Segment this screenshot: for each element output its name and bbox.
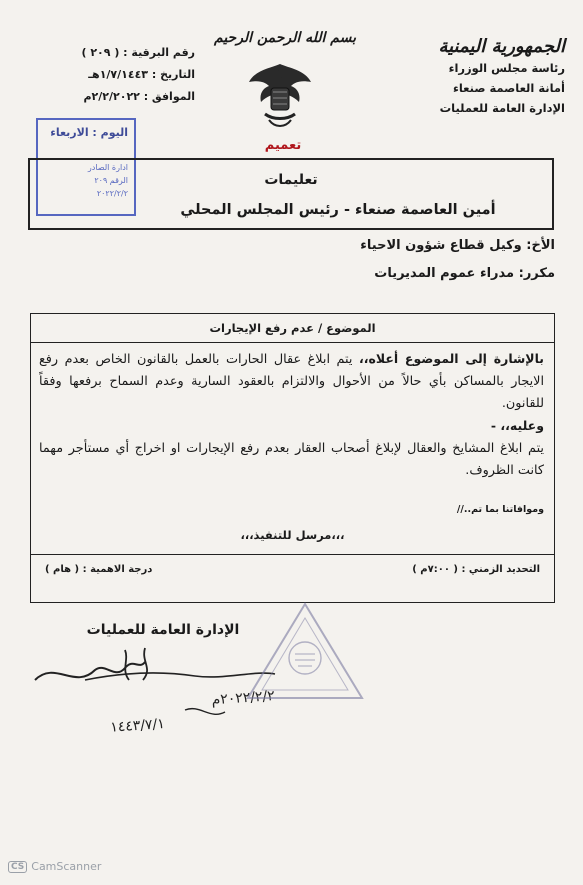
body-text — [39, 348, 544, 482]
para1-lead: بالإشارة إلى الموضوع أعلاه،، — [358, 351, 544, 366]
divider — [31, 554, 554, 555]
camscanner-label: CamScanner — [31, 860, 102, 873]
signing-department: الإدارة العامة للعمليات — [86, 622, 240, 638]
subject-line: الموضوع / عدم رفع الإيجارات — [31, 314, 554, 343]
official-seal-icon — [240, 598, 370, 708]
sent-for-execution: ،،،مرسل للتنفيذ،،، — [240, 528, 345, 542]
camscanner-badge: CS — [8, 861, 27, 873]
stamp-day: اليوم : الاربعاء — [50, 126, 128, 139]
para2-text: يتم ابلاغ المشايخ والعقال لإبلاغ أصحاب العقار بعدم رفع الإيجارات او اخراج أي مستأجر مهما كانت الظروف. — [39, 441, 544, 478]
svg-text:١٤٤٣/٧/١: ١٤٤٣/٧/١ — [109, 716, 166, 736]
issuer-line-1: رئاسة مجلس الوزراء — [448, 61, 565, 75]
stamp-number: الرقم ٢٠٩ — [94, 176, 128, 185]
para1-text: يتم ابلاغ عقال الحارات بالعمل بالقانون الخاص بعدم رفع الايجار بالمساكن بأي حالاً من الأحوال والالتزام بالعقود السارية وعدم السماح برفعها وفقاً للقانون. — [39, 352, 544, 411]
instructions-from: أمين العاصمة صنعاء - رئيس المجلس المحلي — [180, 202, 496, 218]
importance-level: درجة الاهمية : ( هام ) — [45, 564, 153, 575]
issuer-line-3: الإدارة العامة للعمليات — [439, 101, 565, 115]
stamp-office: ادارة الصادر — [87, 163, 128, 172]
circular-label: تعميم — [264, 138, 302, 153]
instructions-title: تعليمات — [264, 172, 318, 188]
closing-line: وموافاتنا بما تم..// — [456, 504, 544, 515]
issuer-line-2: أمانة العاصمة صنعاء — [452, 81, 565, 95]
body-box — [30, 313, 555, 603]
addressee-to: الأخ: وكيل قطاع شؤون الاحياء — [360, 238, 555, 253]
scanner-watermark — [8, 860, 101, 873]
svg-text:٢٠٢٢/٢/٢م: ٢٠٢٢/٢/٢م — [211, 688, 276, 709]
republic-heading: الجمهورية اليمنية — [438, 36, 565, 57]
basmala: بسم الله الرحمن الرحيم — [214, 30, 356, 46]
date-hijri: التاريخ : ١/٧/١٤٤٣هـ — [88, 68, 195, 81]
para2-lead: وعليه،، - — [490, 418, 544, 433]
time-limit: التحديد الزمني : ( ٧:٠٠م ) — [412, 564, 540, 575]
reference-block — [30, 42, 195, 108]
date-gregorian: الموافق : ٢/٢/٢٠٢٢م — [83, 90, 195, 103]
issuer-block — [405, 36, 565, 118]
reference-number: رقم البرقية : ( ٢٠٩ ) — [81, 46, 195, 59]
instructions-box — [28, 158, 554, 230]
stamp-date: ٢٠٢٢/٢/٢ — [96, 189, 128, 198]
addressee-cc: مكرر: مدراء عموم المديريات — [374, 266, 555, 281]
eagle-emblem-icon — [245, 58, 315, 138]
